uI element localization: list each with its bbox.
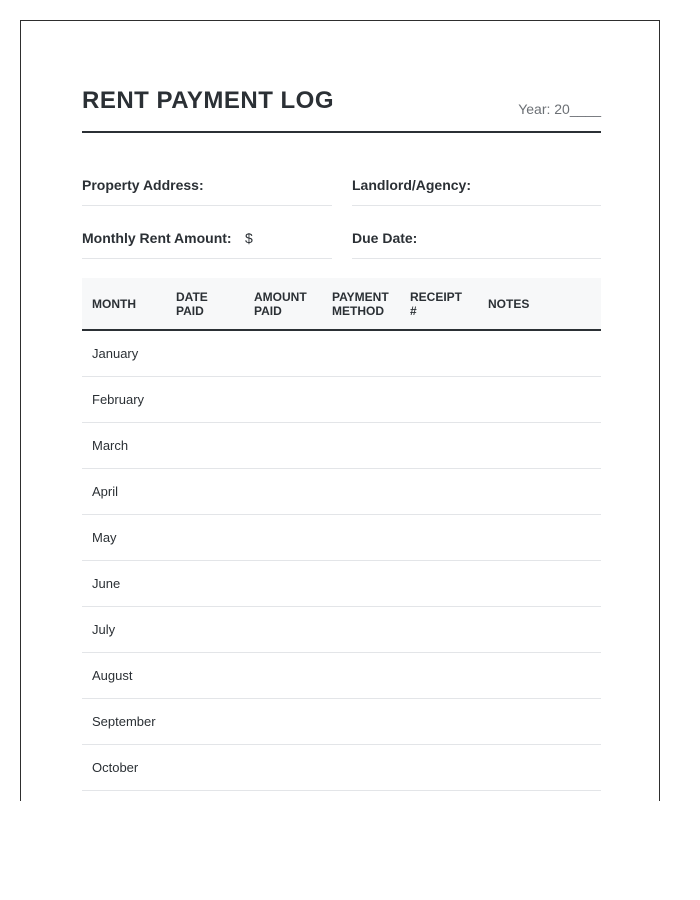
receipt-cell[interactable] — [400, 561, 478, 607]
date-paid-cell[interactable] — [166, 561, 244, 607]
payment-method-cell[interactable] — [322, 469, 400, 515]
notes-cell[interactable] — [478, 469, 601, 515]
month-cell: August — [82, 653, 166, 699]
table-row — [82, 607, 601, 653]
notes-cell[interactable] — [478, 607, 601, 653]
month-cell: October — [82, 745, 166, 791]
date-paid-cell[interactable] — [166, 515, 244, 561]
receipt-cell[interactable] — [400, 653, 478, 699]
column-header-date-paid: DATE PAID — [176, 289, 208, 318]
notes-cell[interactable] — [478, 330, 601, 377]
table-row — [82, 469, 601, 515]
property-address-label: Property Address: — [82, 177, 204, 193]
column-header-payment-method: PAYMENT METHOD — [332, 289, 389, 318]
amount-paid-cell[interactable] — [244, 699, 322, 745]
payment-method-cell[interactable] — [322, 653, 400, 699]
due-date-label: Due Date: — [352, 230, 418, 246]
table-row — [82, 653, 601, 699]
payment-method-cell[interactable] — [322, 377, 400, 423]
receipt-cell[interactable] — [400, 423, 478, 469]
amount-paid-cell[interactable] — [244, 561, 322, 607]
month-cell: July — [82, 607, 166, 653]
month-cell: January — [82, 330, 166, 377]
monthly-rent-field[interactable] — [82, 220, 332, 259]
month-cell: September — [82, 699, 166, 745]
date-paid-cell[interactable] — [166, 377, 244, 423]
due-date-field[interactable] — [352, 220, 601, 259]
notes-cell[interactable] — [478, 699, 601, 745]
notes-cell[interactable] — [478, 423, 601, 469]
amount-paid-cell[interactable] — [244, 515, 322, 561]
month-cell: May — [82, 515, 166, 561]
date-paid-cell[interactable] — [166, 653, 244, 699]
page-title: RENT PAYMENT LOG — [82, 87, 335, 114]
notes-cell[interactable] — [478, 515, 601, 561]
landlord-agency-label: Landlord/Agency: — [352, 177, 472, 193]
amount-paid-cell[interactable] — [244, 745, 322, 791]
table-row — [82, 561, 601, 607]
notes-cell[interactable] — [478, 377, 601, 423]
document-page — [20, 20, 660, 801]
column-header-amount-paid: AMOUNT PAID — [254, 289, 307, 318]
payment-method-cell[interactable] — [322, 561, 400, 607]
receipt-cell[interactable] — [400, 699, 478, 745]
table-row — [82, 330, 601, 377]
receipt-cell[interactable] — [400, 469, 478, 515]
column-header-month: MONTH — [92, 296, 136, 311]
date-paid-cell[interactable] — [166, 745, 244, 791]
payment-method-cell[interactable] — [322, 607, 400, 653]
date-paid-cell[interactable] — [166, 469, 244, 515]
payment-method-cell[interactable] — [322, 330, 400, 377]
date-paid-cell[interactable] — [166, 607, 244, 653]
month-cell: March — [82, 423, 166, 469]
monthly-rent-label: Monthly Rent Amount: — [82, 230, 232, 246]
date-paid-cell[interactable] — [166, 699, 244, 745]
amount-paid-cell[interactable] — [244, 653, 322, 699]
landlord-agency-field[interactable] — [352, 167, 601, 206]
table-row — [82, 699, 601, 745]
table-row — [82, 377, 601, 423]
receipt-cell[interactable] — [400, 377, 478, 423]
date-paid-cell[interactable] — [166, 330, 244, 377]
date-paid-cell[interactable] — [166, 423, 244, 469]
amount-paid-cell[interactable] — [244, 607, 322, 653]
payment-method-cell[interactable] — [322, 699, 400, 745]
year-field[interactable]: Year: 20____ — [518, 101, 601, 117]
month-cell: April — [82, 469, 166, 515]
payment-method-cell[interactable] — [322, 745, 400, 791]
amount-paid-cell[interactable] — [244, 469, 322, 515]
receipt-cell[interactable] — [400, 607, 478, 653]
amount-paid-cell[interactable] — [244, 423, 322, 469]
month-cell: February — [82, 377, 166, 423]
payment-method-cell[interactable] — [322, 423, 400, 469]
month-cell: June — [82, 561, 166, 607]
currency-symbol: $ — [245, 230, 253, 246]
amount-paid-cell[interactable] — [244, 330, 322, 377]
column-header-receipt: RECEIPT # — [410, 289, 463, 318]
notes-cell[interactable] — [478, 561, 601, 607]
receipt-cell[interactable] — [400, 745, 478, 791]
column-header-notes: NOTES — [488, 296, 530, 311]
notes-cell[interactable] — [478, 745, 601, 791]
receipt-cell[interactable] — [400, 330, 478, 377]
property-address-field[interactable] — [82, 167, 332, 206]
table-row — [82, 745, 601, 791]
document-header — [82, 85, 601, 133]
table-row — [82, 515, 601, 561]
notes-cell[interactable] — [478, 653, 601, 699]
receipt-cell[interactable] — [400, 515, 478, 561]
table-header-row — [82, 278, 601, 330]
table-row — [82, 423, 601, 469]
amount-paid-cell[interactable] — [244, 377, 322, 423]
payment-log-table — [82, 278, 601, 791]
payment-method-cell[interactable] — [322, 515, 400, 561]
